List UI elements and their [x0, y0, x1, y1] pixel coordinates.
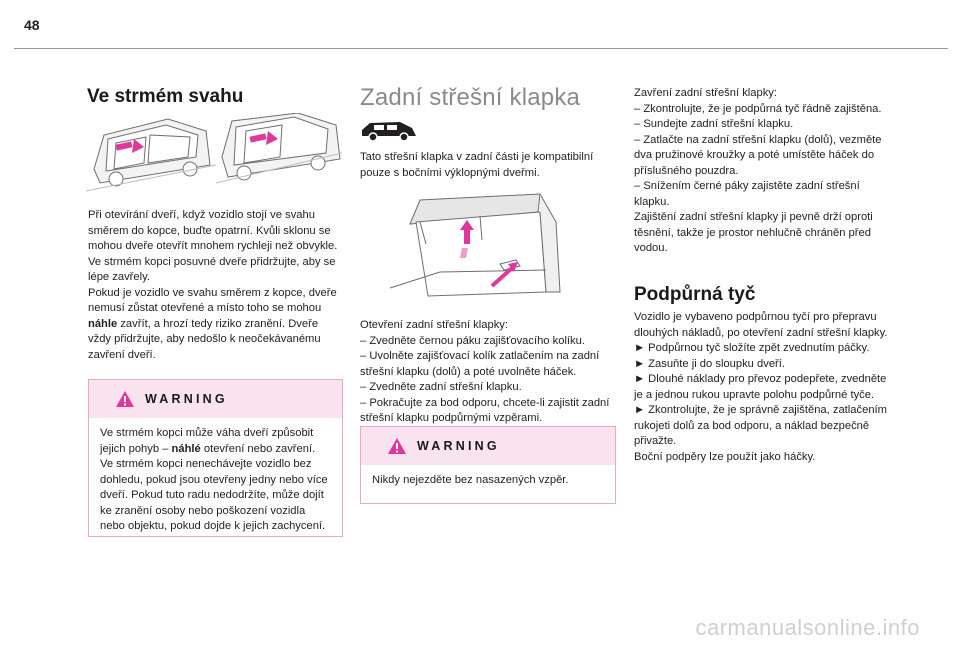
warning-title: WARNING: [417, 439, 500, 453]
roof-flap-intro: Tato střešní klapka v zadní části je kompatibilní pouze s bočními výklopnými dveřmi.: [360, 151, 594, 179]
watermark: carmanualsonline.info: [695, 615, 920, 640]
warning-text: Nikdy nejezděte bez nasazených vzpěr.: [372, 474, 569, 486]
warning-box-roof: [360, 426, 616, 504]
support-bar-text: Vozidlo je vybaveno podpůrnou tyčí pro přepravu dlouhých nákladů, po otevření zadní střešní klapky. ► Podpůrnou tyč složíte zpět zvednutím páčky. ► Zasuňte ji do sloupku dveří. ► Dlouhé náklady pro převoz podepřete, zvedněte je a jednou rukou upravte polohu podpůrné tyče. ► Zkontrolujte, že je správně zajištěna, zatlačením rukojeti dolů za bod odporu, a náklad bezpečně přivažte. Boční podpěry lze použít jako háčky.: [634, 311, 888, 463]
van-icon: [360, 120, 418, 142]
warning-box-slope: [88, 379, 343, 537]
section-heading-roof-flap: Zadní střešní klapka: [360, 84, 581, 111]
warning-text-b: otevření nebo zavření. Ve strmém kopci nenechávejte vozidlo bez dohledu, pokud jsou otevřeny jedny nebo více dveří. Pokud tuto radu nedodržíte, může dojít ke zranění osoby nebo poškození vozidla nebo objektu, pokud dojde k jejich zachycení.: [100, 442, 328, 532]
slope-text-b: zavřít, a hrozí tedy riziko zranění. Dveře vždy přidržujte, aby nedošlo k neočekávanému zavření dveří.: [88, 317, 321, 361]
roof-flap-close-steps: Zavření zadní střešní klapky: – Zkontrolujte, že je podpůrná tyč řádně zajištěna. – Sundejte zadní střešní klapku. – Zatlačte na zadní střešní klapku (dolů), vezměte dva pružinové kroužky a poté umístěte háček do příslušného pouzdra. – Snížením černé páky zajistěte zadní střešní klapku. Zajištění zadní střešní klapky ji pevně drží oproti těsnění, takže je prostor nehlučně chráněn před vodou.: [634, 87, 882, 254]
slope-text-a: Při otevírání dveří, když vozidlo stojí ve svahu směrem do kopce, buďte opatrní. Kvůli sklonu se mohou dveře otevřít mnohem rychleji než obvykle. Ve strmém kopci posuvné dveře přidržujte, aby se lépe zavřely. Pokud je vozidlo ve svahu směrem z kopce, dveře nemusí zůstat otevřené a místo toho se mohou: [88, 209, 338, 314]
slope-text-bold: náhle: [88, 317, 118, 330]
warning-text-bold: náhlé: [171, 442, 201, 455]
warning-header: [89, 380, 342, 418]
section-heading-support-bar: Podpůrná tyč: [634, 284, 756, 305]
slope-paragraph: [88, 208, 341, 363]
warning-header: [361, 427, 615, 465]
header-rule: [14, 48, 948, 49]
van-left-drawing: [86, 119, 216, 191]
warning-text-a: Ve strmém kopci může váha dveří způsobit jejich pohyb –: [100, 427, 314, 455]
van-slope-illustration: [86, 113, 342, 193]
section-heading-slope: Ve strmém svahu: [87, 86, 244, 107]
warning-triangle-icon: [387, 437, 407, 455]
warning-triangle-icon: [115, 390, 135, 408]
roof-flap-illustration: [380, 192, 606, 302]
page-number: 48: [24, 17, 40, 33]
warning-title: WARNING: [145, 392, 228, 406]
warning-text: [89, 418, 342, 543]
roof-flap-open-steps: Otevření zadní střešní klapky: – Zvedněte černou páku zajišťovacího kolíku. – Uvolněte zajišťovací kolík zatlačením na zadní střešní klapku (dolů) a poté uvolněte háček. – Zvedněte zadní střešní klapku. – Pokračujte za bod odporu, chcete-li zajistit zadní střešní klapku podpůrnými vzpěrami.: [360, 319, 610, 424]
van-right-drawing: [216, 113, 342, 183]
